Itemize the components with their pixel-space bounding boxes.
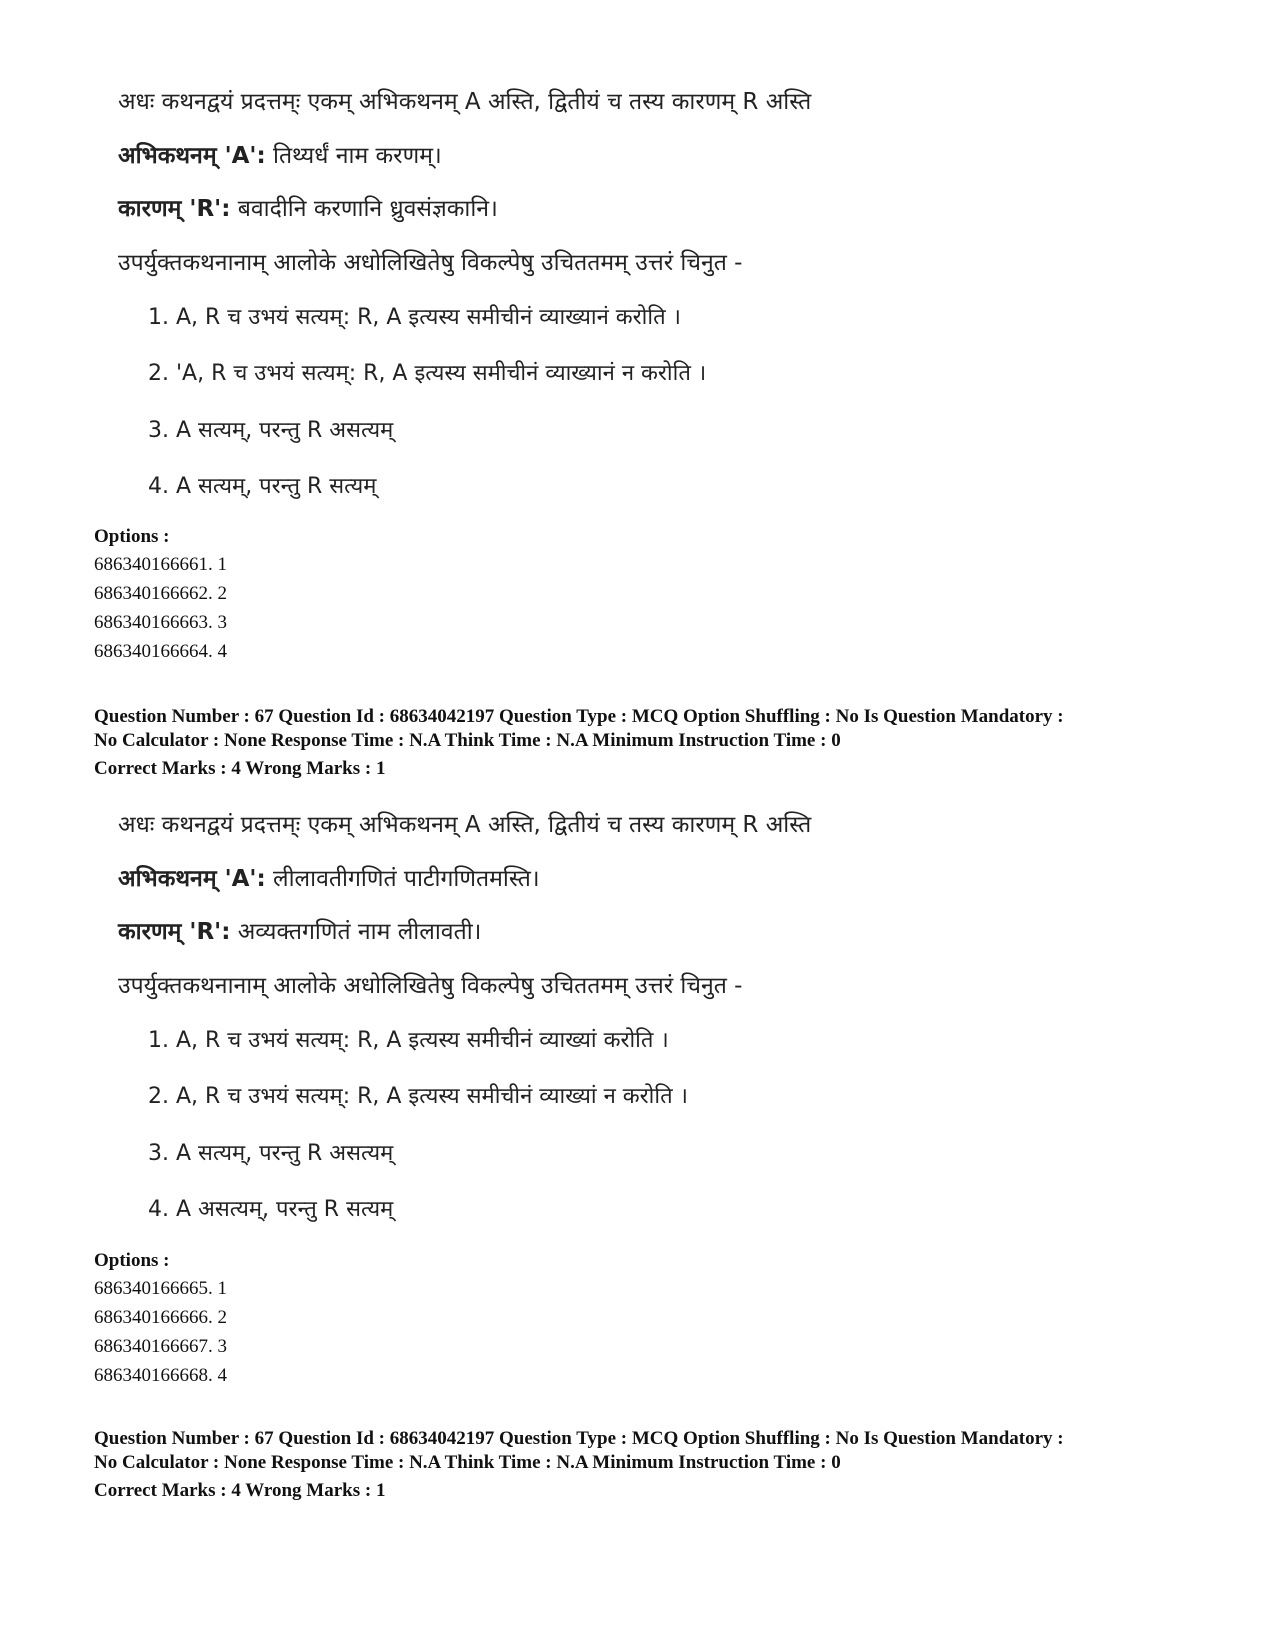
stem-intro: अधः कथनद्वयं प्रदत्तम्ः एकम् अभिकथनम् A अस्ति, द्वितीयं च तस्य कारणम् R अस्ति — [118, 89, 812, 115]
choice-1: 1. A, R च उभयं सत्यम्: R, A इत्यस्य समीचीनं व्याख्यां करोति । — [148, 1028, 669, 1053]
reason-line — [118, 914, 481, 946]
question-header — [94, 705, 1214, 781]
option-id: 686340166663. 3 — [94, 612, 227, 633]
instruction-text: उपर्युक्तकथनानाम् आलोके अधोलिखितेषु विकल्पेषु उचिततमम् उत्तरं चिनुत - — [118, 973, 743, 999]
assertion-label: अभिकथनम् 'A': — [118, 866, 266, 892]
next-question-header — [94, 1427, 1214, 1503]
assertion-text: तिथ्यर्धं नाम करणम्। — [265, 143, 442, 169]
reason-text: अव्यक्तगणितं नाम लीलावती। — [230, 919, 482, 945]
option-id: 686340166662. 2 — [94, 583, 227, 604]
option-id: 686340166668. 4 — [94, 1365, 227, 1386]
option-id: 686340166666. 2 — [94, 1307, 227, 1328]
header-line-2: No Calculator : None Response Time : N.A Think Time : N.A Minimum Instruction Time : 0 — [94, 1452, 841, 1473]
choice-2: 2. 'A, R च उभयं सत्यम्: R, A इत्यस्य समीचीनं व्याख्यानं न करोति । — [148, 361, 707, 386]
header-line-1: Question Number : 67 Question Id : 68634042197 Question Type : MCQ Option Shuffling : No Is Question Mandatory : — [94, 1428, 1064, 1449]
assertion-line — [118, 861, 540, 893]
assertion-text: लीलावतीगणितं पाटीगणितमस्ति। — [265, 866, 540, 892]
option-id: 686340166664. 4 — [94, 641, 227, 662]
option-id: 686340166661. 1 — [94, 554, 227, 575]
instruction-text: उपर्युक्तकथनानाम् आलोके अधोलिखितेषु विकल्पेषु उचिततमम् उत्तरं चिनुत - — [118, 250, 743, 276]
choice-3: 3. A सत्यम्, परन्तु R असत्यम् — [148, 418, 394, 443]
choice-2: 2. A, R च उभयं सत्यम्: R, A इत्यस्य समीचीनं व्याख्यां न करोति । — [148, 1084, 688, 1109]
header-line-1: Question Number : 67 Question Id : 68634042197 Question Type : MCQ Option Shuffling : No Is Question Mandatory : — [94, 706, 1064, 727]
reason-text: बवादीनि करणानि ध्रुवसंज्ञकानि। — [230, 196, 498, 222]
reason-label: कारणम् 'R': — [118, 196, 231, 222]
reason-line — [118, 191, 498, 223]
options-list — [94, 1274, 227, 1390]
choice-1: 1. A, R च उभयं सत्यम्: R, A इत्यस्य समीचीनं व्याख्यानं करोति । — [148, 305, 681, 330]
assertion-line — [118, 138, 442, 170]
choice-3: 3. A सत्यम्, परन्तु R असत्यम् — [148, 1141, 394, 1166]
options-label: Options : — [94, 526, 170, 547]
assertion-label: अभिकथनम् 'A': — [118, 143, 266, 169]
options-label: Options : — [94, 1250, 170, 1271]
option-id: 686340166667. 3 — [94, 1336, 227, 1357]
header-line-3: Correct Marks : 4 Wrong Marks : 1 — [94, 1480, 386, 1501]
choice-4: 4. A असत्यम्, परन्तु R सत्यम् — [148, 1197, 394, 1222]
reason-label: कारणम् 'R': — [118, 919, 231, 945]
header-line-2: No Calculator : None Response Time : N.A Think Time : N.A Minimum Instruction Time : 0 — [94, 730, 841, 751]
option-id: 686340166665. 1 — [94, 1278, 227, 1299]
options-list — [94, 550, 227, 666]
stem-intro: अधः कथनद्वयं प्रदत्तम्ः एकम् अभिकथनम् A अस्ति, द्वितीयं च तस्य कारणम् R अस्ति — [118, 812, 812, 838]
header-line-3: Correct Marks : 4 Wrong Marks : 1 — [94, 758, 386, 779]
choice-4: 4. A सत्यम्, परन्तु R सत्यम् — [148, 474, 377, 499]
